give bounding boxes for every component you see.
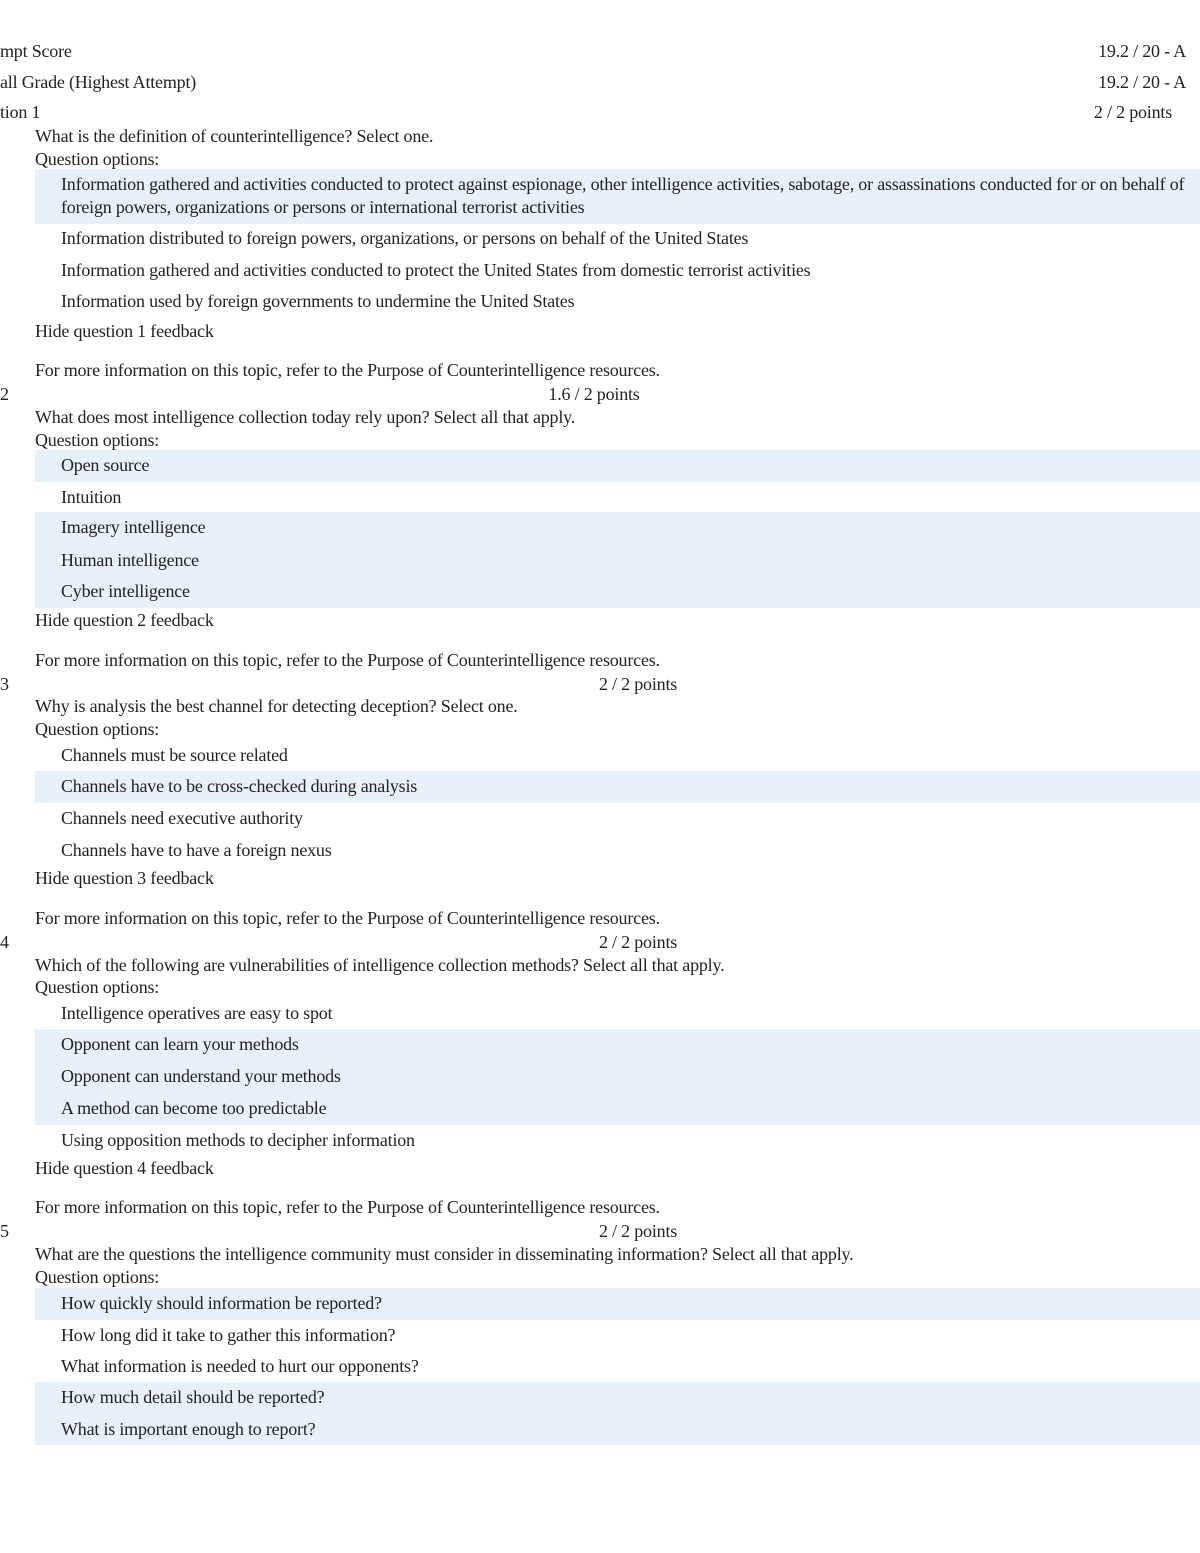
- question-2-option-4: [35, 545, 1200, 576]
- question-1-option-3: [35, 259, 1200, 285]
- option-text: How much detail should be reported?: [61, 1387, 325, 1407]
- question-2-option-2: [35, 482, 1200, 512]
- question-4-option-5: [35, 1125, 1200, 1157]
- question-3-points: 2 / 2 points: [598, 674, 678, 694]
- hide-question-3-feedback-link[interactable]: Hide question 3 feedback: [35, 868, 214, 888]
- option-text: Channels have to have a foreign nexus: [61, 840, 332, 860]
- hide-question-2-feedback-link[interactable]: Hide question 2 feedback: [35, 610, 214, 630]
- question-3-feedback: For more information on this topic, refer to the Purpose of Counterintelligence resources.: [35, 908, 660, 928]
- question-4-points: 2 / 2 points: [598, 932, 678, 952]
- question-2-label: 2: [0, 384, 9, 404]
- attempt-score-label: mpt Score: [0, 41, 72, 61]
- question-1-option-4: [35, 290, 1200, 316]
- hide-question-1-feedback-link[interactable]: Hide question 1 feedback: [35, 321, 214, 341]
- question-5-option-5: [35, 1414, 1200, 1445]
- question-5-points: 2 / 2 points: [598, 1221, 678, 1241]
- question-1-points: 2 / 2 points: [1093, 102, 1172, 122]
- question-5-option-2: [35, 1320, 1200, 1351]
- option-text: Information distributed to foreign powers, organizations, or persons on behalf of the United States: [61, 228, 749, 248]
- option-text: Information gathered and activities conducted to protect the United States from domestic terrorist activities: [61, 260, 811, 280]
- question-3-option-1: [35, 740, 1200, 771]
- question-2-option-5: [35, 576, 1200, 608]
- question-3-options-label: Question options:: [35, 719, 160, 739]
- option-text: What information is needed to hurt our opponents?: [61, 1356, 419, 1376]
- option-text: A method can become too predictable: [61, 1098, 327, 1118]
- question-1-feedback: For more information on this topic, refer to the Purpose of Counterintelligence resources.: [35, 360, 660, 380]
- option-text: Human intelligence: [61, 550, 199, 570]
- question-3-label: 3: [0, 674, 9, 694]
- option-text: Open source: [61, 455, 150, 475]
- question-3-option-2: [35, 771, 1200, 803]
- option-text: How long did it take to gather this information?: [61, 1325, 396, 1345]
- question-4-option-4: [35, 1093, 1200, 1125]
- question-4-option-3: [35, 1061, 1200, 1093]
- question-2-feedback: For more information on this topic, refer to the Purpose of Counterintelligence resources.: [35, 650, 660, 670]
- question-5-option-3: [35, 1351, 1200, 1382]
- option-text: Information used by foreign governments to undermine the United States: [61, 291, 575, 311]
- question-3-prompt: Why is analysis the best channel for detecting deception? Select one.: [35, 696, 518, 716]
- question-4-feedback: For more information on this topic, refer to the Purpose of Counterintelligence resources.: [35, 1197, 660, 1217]
- question-2-option-3: [35, 512, 1200, 545]
- question-2-options-label: Question options:: [35, 430, 160, 450]
- option-text: Channels must be source related: [61, 745, 288, 765]
- option-text: Information gathered and activities conducted to protect against espionage, other intelligence activities, sabotage, or assassinations conducted for or on behalf of foreign powers, organizations or persons or international terrorist activities: [61, 174, 1185, 217]
- question-5-label: 5: [0, 1221, 9, 1241]
- question-5-prompt: What are the questions the intelligence community must consider in disseminating information? Select all that apply.: [35, 1244, 854, 1264]
- question-2-prompt: What does most intelligence collection today rely upon? Select all that apply.: [35, 407, 576, 427]
- question-4-prompt: Which of the following are vulnerabilities of intelligence collection methods? Select all that apply.: [35, 955, 725, 975]
- option-text: Cyber intelligence: [61, 581, 190, 601]
- option-text: Channels need executive authority: [61, 808, 303, 828]
- question-5-option-4: [35, 1382, 1200, 1414]
- question-1-label: tion 1: [0, 102, 41, 122]
- question-5-option-1: [35, 1288, 1200, 1320]
- option-text: Opponent can understand your methods: [61, 1066, 341, 1086]
- option-text: Using opposition methods to decipher information: [61, 1130, 415, 1150]
- attempt-score-value: 19.2 / 20 - A: [1098, 41, 1186, 61]
- question-4-label: 4: [0, 932, 9, 952]
- option-text: How quickly should information be reported?: [61, 1293, 382, 1313]
- option-text: Imagery intelligence: [61, 517, 206, 537]
- question-4-option-1: [35, 998, 1200, 1029]
- question-3-option-4: [35, 835, 1200, 866]
- option-text: Intelligence operatives are easy to spot: [61, 1003, 333, 1023]
- option-text: Intuition: [61, 487, 122, 507]
- option-text: Opponent can learn your methods: [61, 1034, 299, 1054]
- question-1-prompt: What is the definition of counterintelligence? Select one.: [35, 126, 434, 146]
- question-4-options-label: Question options:: [35, 977, 160, 997]
- overall-grade-label: all Grade (Highest Attempt): [0, 72, 197, 92]
- question-1-option-1: [35, 169, 1200, 224]
- question-5-options-label: Question options:: [35, 1267, 160, 1287]
- option-text: What is important enough to report?: [61, 1419, 316, 1439]
- overall-grade-value: 19.2 / 20 - A: [1098, 72, 1186, 92]
- question-3-option-3: [35, 803, 1200, 835]
- option-text: Channels have to be cross-checked during analysis: [61, 776, 418, 796]
- question-2-option-1: [35, 450, 1200, 482]
- question-1-option-2: [35, 227, 1200, 253]
- hide-question-4-feedback-link[interactable]: Hide question 4 feedback: [35, 1158, 214, 1178]
- question-2-points: 1.6 / 2 points: [548, 384, 640, 404]
- question-1-options-label: Question options:: [35, 149, 160, 169]
- question-4-option-2: [35, 1029, 1200, 1061]
